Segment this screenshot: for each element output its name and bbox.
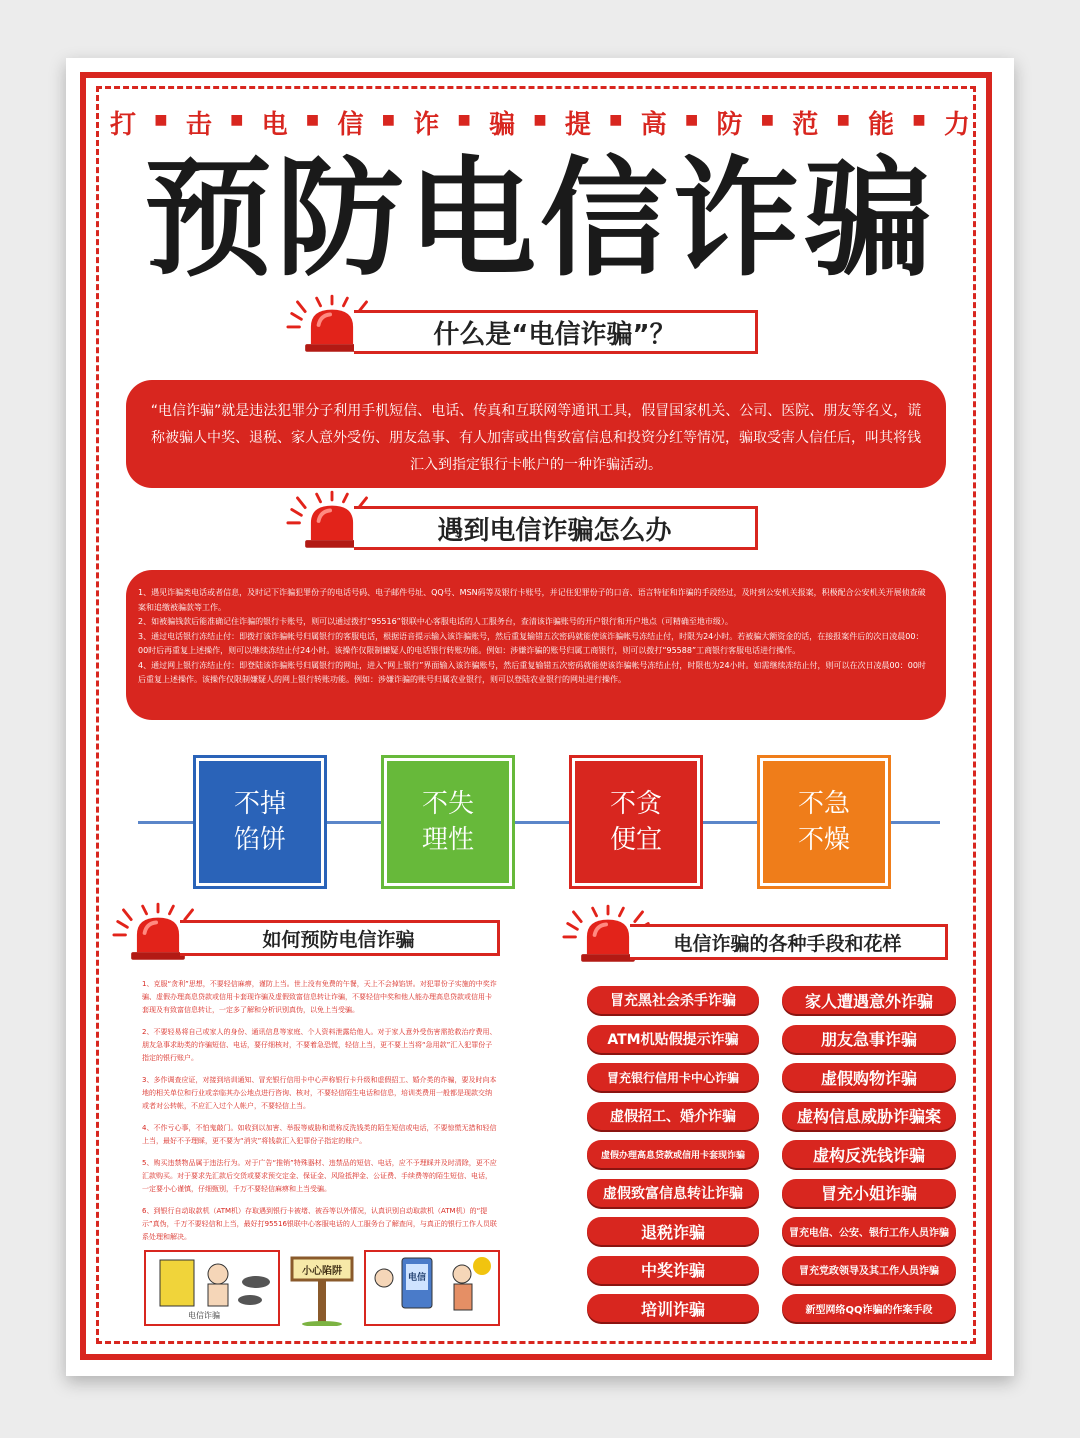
scam-type-tag: 虚假致富信息转让诈骗 [587,1179,759,1207]
principle-line2: 馅饼 [233,825,286,855]
what-to-do-item: 3、通过电话银行冻结止付：即拨打该诈骗帐号归属银行的客服电话，根据语音提示输入该诈骗账号，然后重复输错五次密码就能使该诈骗帐号冻结止付，时限为24小时。若被骗大额资金的话，在接报案件后的次日凌晨00：00时后再重复上述操作，则可以继续冻结止付24小时。该操作仅限制嫌疑人的电话银行转账功能。例如：涉嫌诈骗的账号归属工商银行，则可以拨打“95588”工商银行客服电话进行操作。 [138,631,924,655]
banner-char: 击 [185,110,212,140]
what-to-do-item: 2、如被骗钱款后能准确记住诈骗的银行卡账号，则可以通过拨打“95516”银联中心客服电话的人工服务台，查清该诈骗账号的开户银行和开户地点（可精确至地市级）。 [138,617,733,626]
definition-block: “电信诈骗”就是违法犯罪分子利用手机短信、电话、传真和互联网等通讯工具，假冒国家机关、公司、医院、朋友等名义，谎称被骗人中奖、退税、家人意外受伤、朋友急事、有人加害或出售致富信息和投资分红等情况，骗取受害人信任后，叫其将钱汇入到指定银行卡帐户的一种诈骗活动。 [126,380,946,488]
section-heading-what-is: 什么是“电信诈骗”？ [354,310,758,354]
scam-type-tag: 虚假购物诈骗 [782,1063,956,1091]
scam-type-tag: 虚假招工、婚介诈骗 [587,1102,759,1130]
phone-scam-illustration [364,1250,500,1326]
scam-type-tag: 朋友急事诈骗 [782,1025,956,1053]
banner-char: 电 [261,110,288,140]
banner-char: 骗 [489,110,516,140]
phone-scam-icon [366,1252,498,1324]
principle-box [384,758,512,886]
prevention-tips [142,978,498,1253]
banner-dot: ■ [760,112,775,128]
principle-box [572,758,700,886]
principle-line2: 便宜 [609,825,662,855]
banner-char: 能 [868,110,895,140]
banner-dot: ■ [230,112,244,128]
banner-dot: ■ [836,112,850,128]
scam-type-tag: 冒充银行信用卡中心诈骗 [587,1063,759,1091]
banner-char: 高 [640,110,667,140]
banner-dot: ■ [154,112,168,128]
main-title: 预防电信诈骗 [143,145,936,294]
principle-line1: 不贪 [609,789,662,819]
banner-char: 力 [943,110,970,140]
banner-dot: ■ [305,112,320,128]
scam-type-tag: 冒充黑社会杀手诈骗 [587,986,759,1014]
banner-dot: ■ [684,112,699,128]
principle-box [196,758,324,886]
section-heading-what-to-do: 遇到电信诈骗怎么办 [354,506,758,550]
scam-type-tag: 家人遭遇意外诈骗 [782,986,956,1014]
section-heading-scam-types: 电信诈骗的各种手段和花样 [630,924,948,960]
scam-type-tag: 冒充党政领导及其工作人员诈骗 [782,1256,956,1284]
banner-dot: ■ [457,112,471,128]
banner-char: 信 [337,110,364,140]
what-to-do-block [126,570,946,720]
banner-dot: ■ [381,112,395,128]
scam-type-tag: 冒充小姐诈骗 [782,1179,956,1207]
phone-label: 电信 [408,1273,427,1283]
banner-char: 诈 [413,110,440,140]
prevention-tip: 1、克服“贪利”思想，不要轻信麻痹，谨防上当。世上没有免费的午餐，天上不会掉馅饼。对犯罪份子实施的中奖诈骗、虚假办理高息贷款或信用卡套现诈骗及虚假致富信息转让诈骗，不要轻信中奖和他人能办理高息贷款或信用卡套现及有致富信息转让，一定多了解和分析识别真伪，以免上当受骗。 [142,980,497,1014]
what-to-do-item: 1、遇见诈骗类电话或者信息，及时记下诈骗犯罪份子的电话号码、电子邮件号址、QQ号、MSN码等及银行卡账号，并记住犯罪份子的口音、语言特征和诈骗的手段经过，及时到公安机关报案，积极配合公安机关开展侦查破案和追缴被骗款等工作。 [138,588,926,612]
illus-label: 电信诈骗 [188,1311,220,1320]
scam-type-tag: 退税诈骗 [587,1217,759,1245]
warning-sign-illustration [290,1254,354,1326]
scam-type-tag: ATM机贴假提示诈骗 [587,1025,759,1053]
section-heading-how-to-prevent: 如何预防电信诈骗 [180,920,500,956]
scam-type-tag: 虚构信息威胁诈骗案 [782,1102,956,1130]
banner-dot: ■ [533,112,547,128]
scam-illustration [144,1250,280,1326]
sign-label: 小心陷阱 [302,1266,342,1277]
scam-type-tag: 新型网络QQ诈骗的作案手段 [782,1294,956,1322]
banner-char: 范 [792,110,819,140]
principle-line1: 不急 [797,789,850,819]
scam-type-tag: 虚构反洗钱诈骗 [782,1140,956,1168]
banner-dot: ■ [609,112,623,128]
prevention-tip: 6、到银行自动取款机（ATM机）存取遇到银行卡被堵、被吞等以外情况，认真识别自动取款机（ATM机）的“提示”真伪，千万不要轻信和上当，最好打95516银联中心客服电话的人工服务台了解查问，与真正的银行工作人员联系处理和解决。 [142,1207,497,1241]
prevention-tip: 3、多作调查应证，对接到培训通知、冒充银行信用卡中心声称银行卡升级和虚假招工、婚介类的诈骗，要及时向本地的相关单位和行业或亲临其办公地点进行咨询、核对，不要轻信陌生电话和信息，培训类费用一般都是现款交纳或者对公转帐，不应汇入过个人帐户，不要轻信上当。 [142,1076,497,1110]
principle-line1: 不掉 [233,789,286,819]
principle-line1: 不失 [421,789,474,819]
prevention-tip: 5、购买违禁物品属于违法行为。对于广告“推销”特殊器材、违禁品的短信、电话，应不予理睬并及时清除，更不应汇款购买。对于要求先汇款后交货或要求预交定金、保证金、风险抵押金、公证费、手续费等的陌生短信、电话，一定要小心谨慎，仔细甄别，千万不要轻信麻痹和上当受骗。 [142,1159,497,1193]
principle-line2: 理性 [421,825,474,855]
scam-type-tag: 虚假办理高息贷款或信用卡套现诈骗 [587,1140,759,1168]
banner-char: 提 [564,110,591,140]
banner-char: 打 [110,110,137,140]
prevention-tip: 2、不要轻易将自己或家人的身份、通讯信息等家庭、个人资料泄露给他人。对于家人意外受伤害需抢救治疗费用、朋友急事求助类的诈骗短信、电话，要仔细核对，不要着急恐慌，轻信上当，更不要上当将“急用款”汇入犯罪份子指定的银行账户。 [142,1028,497,1062]
principle-line2: 不燥 [797,825,850,855]
scam-type-tag: 中奖诈骗 [587,1256,759,1284]
prevention-tip: 4、不作亏心事，不怕鬼敲门。如收到以加害、举报等威胁和谎称反洗钱类的陌生短信或电话，不要惊慌无措和轻信上当，最好不予理睬，更不要为“消灾”将钱款汇入犯罪份子指定的账户。 [142,1124,497,1145]
what-to-do-item: 4、通过网上银行冻结止付：即登陆该诈骗账号归属银行的网址，进入“网上银行”界面输入该诈骗账号，然后重复输错五次密码就能使该诈骗帐号冻结止付，时限也为24小时。如需继续冻结止付，则可以在次日凌晨00：00时后重复上述操作。该操作仅限制嫌疑人的网上银行转账功能。例如：涉嫌诈骗的账号归属农业银行，则可以登陆农业银行的网址进行操作。 [138,660,926,684]
banner-char: 防 [716,110,743,140]
scam-type-tag: 培训诈骗 [587,1294,759,1322]
scam-type-tag: 冒充电信、公安、银行工作人员诈骗 [782,1217,956,1245]
top-banner [110,104,970,141]
banner-dot: ■ [912,112,926,128]
principle-box [760,758,888,886]
